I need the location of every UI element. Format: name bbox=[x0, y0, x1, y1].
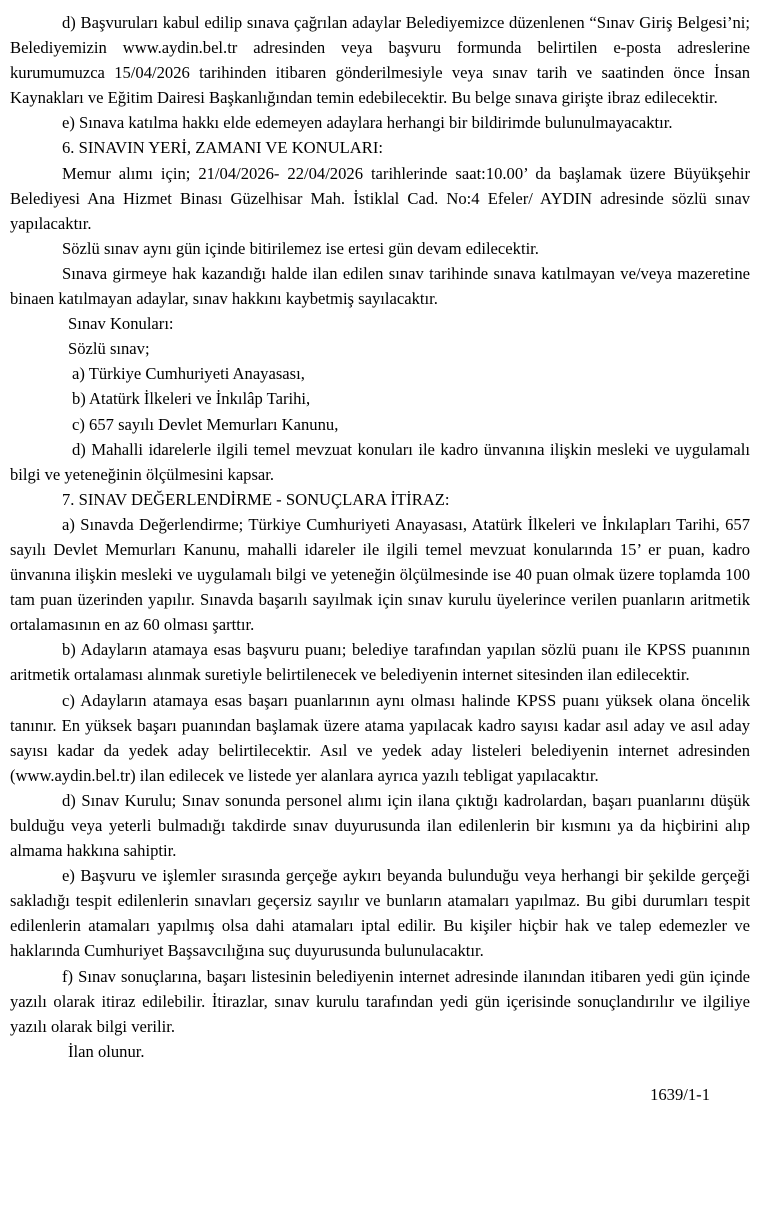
para_e_gercege_aykiri_beyan: e) Başvuru ve işlemler sırasında gerçeğe aykırı beyanda bulunduğu veya herhangi bir şekilde gerçeği sakladığı tespit edilenlerin sınavları geçersiz sayılır ve bunların atamaları yapılmaz. Bu gibi durumları tespit edilenlerin atamaları yapılmış olsa dahi atamaları iptal edilir. Bu kişiler hiçbir hak ve talep edemezler ve haklarında Cumhuriyet Başsavcılığına suç duyurusunda bulunulacaktır. bbox=[10, 866, 750, 961]
para_sozlu_sinav_ayni_gun: Sözlü sınav aynı gün içinde bitirilemez ise ertesi gün devam edilecektir. bbox=[62, 238, 539, 258]
para_memur_alimi: Memur alımı için; 21/04/2026- 22/04/2026 tarihlerinde saat:10.00’ da başlamak üzere Büyükşehir Belediyesi Ana Hizmet Binası Güzelhisar Mah. İstiklal Cad. No:4 Efeler/ AYDIN adresinde sözlü sınav yapılacaktır. bbox=[10, 163, 750, 233]
line_ilan_olunur: İlan olunur. bbox=[68, 1041, 145, 1061]
list_a_anayasa: a) Türkiye Cumhuriyeti Anayasası, bbox=[72, 364, 305, 384]
para_d_sinav_kurulu: d) Sınav Kurulu; Sınav sonunda personel alımı için ilana çıktığı kadrolardan, başarı puanlarını düşük bulduğu veya yeterli bulmadığı takdirde sınav duyurusunda ilan edilenlerin bir kısmını ya da hiçbirini alıp almama hakkına sahiptir. bbox=[10, 790, 750, 861]
para_sinava_girmeye_hak: Sınava girmeye hak kazandığı halde ilan edilen sınav tarihinde sınava katılmayan ve/veya mazeretine binaen katılmayan adaylar, sınav hakkını kaybetmiş sayılacaktır. bbox=[10, 263, 750, 309]
heading_7: 7. SINAV DEĞERLENDİRME - SONUÇLARA İTİRAZ: bbox=[62, 489, 450, 509]
list_c_657: c) 657 sayılı Devlet Memurları Kanunu, bbox=[72, 414, 339, 434]
para_e_sinava_katilma: e) Sınava katılma hakkı elde edemeyen adaylara herhangi bir bildirimde bulunulmayacaktır. bbox=[62, 113, 673, 133]
document-body bbox=[10, 10, 750, 1064]
line_sinav_konulari: Sınav Konuları: bbox=[68, 314, 174, 334]
line_sozlu_sinav: Sözlü sınav; bbox=[68, 339, 150, 359]
para_c_basari_puanlari: c) Adayların atamaya esas başarı puanlarının aynı olması halinde KPSS puanı yüksek olana öncelik tanınır. En yüksek başarı puanından başlamak üzere atama yapılacak kadro sayısı kadar asıl aday ve asıl aday sayısı kadar da yedek aday belirtilecektir. Asıl ve yedek aday listeleri belediyenin internet adresinden (www.aydin.bel.tr) ilan edilecek ve listede yer alanlara ayrıca yazılı tebligat yapılacaktır. bbox=[10, 690, 750, 785]
para_d_basvurular: d) Başvuruları kabul edilip sınava çağrılan adaylar Belediyemizce düzenlenen “Sınav Giriş Belgesi’ni; Belediyemizin www.aydin.bel.tr adresinden veya başvuru formunda belirtilen e-posta adreslerine kurumumuzca 15/04/2026 tarihinden itibaren gönderilmesiyle veya sınav tarih ve saatinden önce İnsan Kaynakları ve Eğitim Dairesi Başkanlığından temin edebilecektir. Bu belge sınava girişte ibraz edilecektir. bbox=[10, 13, 750, 108]
para_f_sinav_sonuclarina_itiraz: f) Sınav sonuçlarına, başarı listesinin belediyenin internet adresinde ilanından itibaren yedi gün içinde yazılı olarak itiraz edilebilir. İtirazlar, sınav kurulu tarafından yedi gün içerisinde sonuçlandırılır ve ilgiliye yazılı olarak bilgi verilir. bbox=[10, 966, 750, 1036]
para_b_atamaya_esas_basvuru_puani: b) Adayların atamaya esas başvuru puanı; belediye tarafından yapılan sözlü puanı ile KPSS puanının aritmetik ortalaması alınmak suretiyle belirtilenecek ve belediyenin internet sitesinden ilan edilecektir. bbox=[10, 640, 750, 685]
footer-reference: 1639/1-1 bbox=[650, 1084, 710, 1104]
list_b_ataturk_ilkeleri: b) Atatürk İlkeleri ve İnkılâp Tarihi, bbox=[72, 389, 311, 409]
heading_6: 6. SINAVIN YERİ, ZAMANI VE KONULARI: bbox=[62, 138, 383, 158]
list_d_mahalli_idareler: d) Mahalli idarelerle ilgili temel mevzuat konuları ile kadro ünvanına ilişkin mesleki ve uygulamalı bilgi ve yeteneğinin ölçülmesini kapsar. bbox=[10, 439, 750, 484]
para_a_sinavda_degerlendirme: a) Sınavda Değerlendirme; Türkiye Cumhuriyeti Anayasası, Atatürk İlkeleri ve İnkılapları Tarihi, 657 sayılı Devlet Memurları Kanunu, mahalli idareler ile ilgili temel mevzuat konularında 15’ er puan, kadro ünvanına ilişkin mesleki ve uygulamalı bilgi ve yeteneğin ölçülmesinde ise 40 puan olmak üzere toplamda 100 tam puan üzerinden yapılır. Sınavda başarılı sayılmak için sınav kurulu üyelerince verilen puanların aritmetik ortalamasının en az 60 olması şarttır. bbox=[10, 514, 750, 635]
